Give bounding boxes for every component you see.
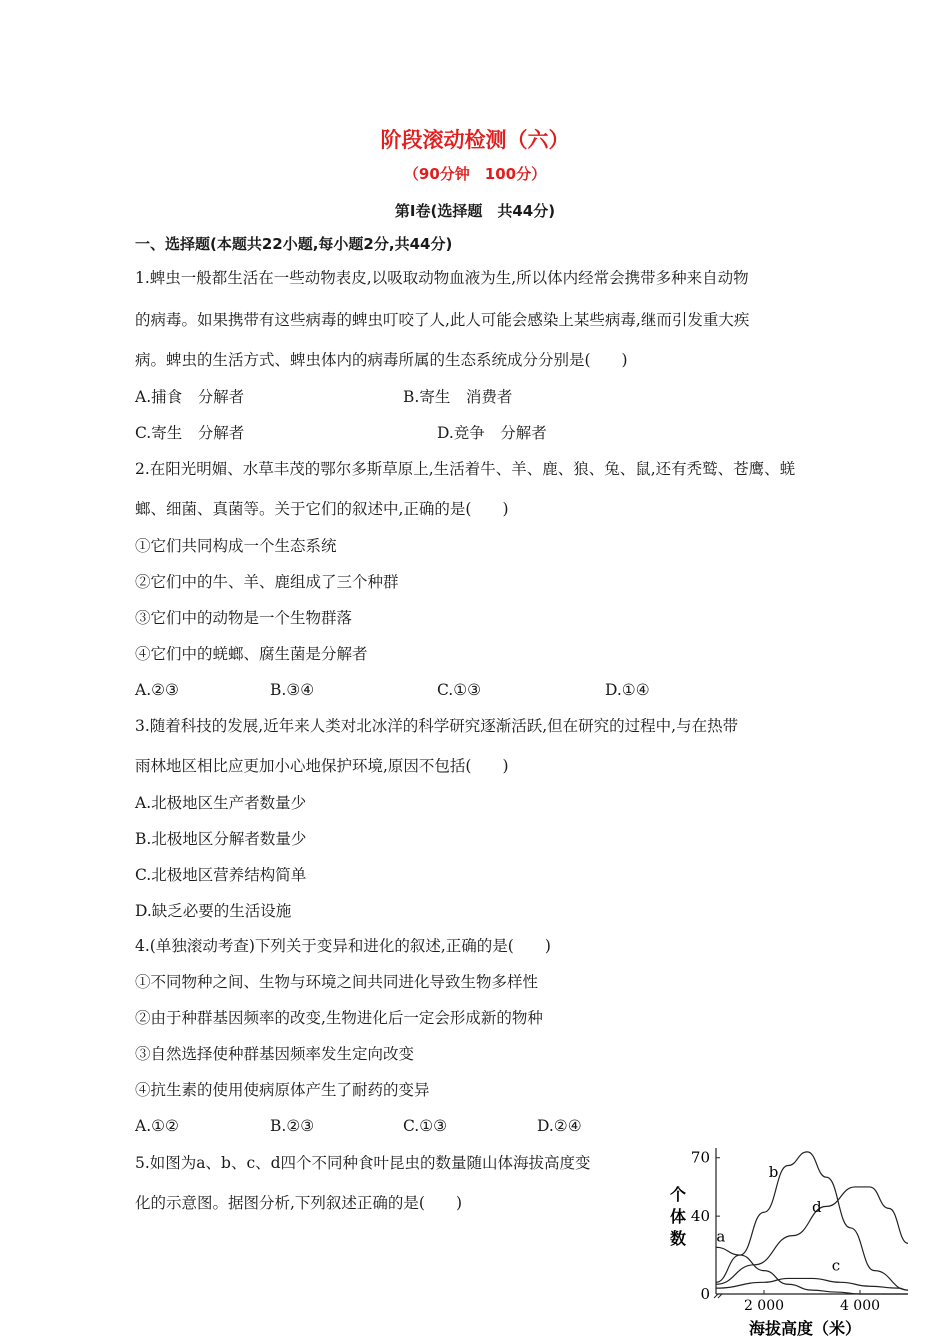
page-title: 阶段滚动检测（六） — [380, 128, 570, 152]
y-axis-label: 体 — [669, 1207, 687, 1226]
q1-option-d[interactable]: D.竞争 分解者 — [437, 424, 547, 442]
q3-option-d[interactable]: D.缺乏必要的生活设施 — [135, 902, 292, 920]
x-tick-label: 4 000 — [839, 1298, 881, 1314]
part-heading: 第Ⅰ卷(选择题 共44分) — [394, 202, 556, 220]
q2-option-a[interactable]: A.②③ — [135, 681, 179, 699]
series-label-a: a — [716, 1227, 726, 1246]
chart-series — [716, 1152, 908, 1294]
y-axis-label: 个 — [669, 1185, 687, 1204]
q4-line: 4.(单独滚动考查)下列关于变异和进化的叙述,正确的是( ) — [135, 937, 551, 955]
q4-item: ②由于种群基因频率的改变,生物进化后一定会形成新的物种 — [135, 1009, 543, 1027]
q3-option-c[interactable]: C.北极地区营养结构简单 — [135, 866, 307, 884]
q1-option-a[interactable]: A.捕食 分解者 — [135, 388, 245, 406]
q1-line: 病。蜱虫的生活方式、蜱虫体内的病毒所属的生态系统成分分别是( ) — [135, 351, 628, 369]
axis-break-mark — [714, 1294, 722, 1298]
q2-item: ④它们中的蜣螂、腐生菌是分解者 — [135, 645, 368, 663]
q4-option-a[interactable]: A.①② — [135, 1117, 179, 1135]
series-label-b: b — [768, 1163, 779, 1182]
q2-option-c[interactable]: C.①③ — [437, 681, 482, 699]
y-tick-label: 40 — [690, 1207, 710, 1226]
q4-option-b[interactable]: B.②③ — [270, 1117, 315, 1135]
insect-altitude-chart — [660, 1140, 940, 1340]
series-label-c: c — [831, 1256, 841, 1275]
q5-line: 5.如图为a、b、c、d四个不同种食叶昆虫的数量随山体海拔高度变 — [135, 1154, 591, 1172]
y-axis-label: 数 — [669, 1229, 687, 1248]
q2-item: ①它们共同构成一个生态系统 — [135, 537, 337, 555]
q4-option-c[interactable]: C.①③ — [403, 1117, 448, 1135]
q1-option-c[interactable]: C.寄生 分解者 — [135, 424, 245, 442]
q3-line: 3.随着科技的发展,近年来人类对北冰洋的科学研究逐渐活跃,但在研究的过程中,与在热带 — [135, 717, 739, 735]
series-line-c — [716, 1278, 908, 1290]
q3-line: 雨林地区相比应更加小心地保护环境,原因不包括( ) — [135, 757, 509, 775]
q1-option-b[interactable]: B.寄生 消费者 — [403, 388, 513, 406]
q1-line: 的病毒。如果携带有这些病毒的蜱虫叮咬了人,此人可能会感染上某些病毒,继而引发重大疾 — [135, 311, 750, 329]
q2-line: 螂、细菌、真菌等。关于它们的叙述中,正确的是( ) — [135, 500, 509, 518]
q4-option-d[interactable]: D.②④ — [537, 1117, 582, 1135]
chart-axes — [714, 1148, 908, 1298]
series-label-d: d — [811, 1198, 822, 1217]
section-heading: 一、选择题(本题共22小题,每小题2分,共44分) — [135, 235, 453, 253]
q2-option-d[interactable]: D.①④ — [605, 681, 650, 699]
q2-option-b[interactable]: B.③④ — [270, 681, 315, 699]
y-tick-label: 0 — [700, 1285, 710, 1303]
exam-duration: （90分钟 100分） — [403, 165, 547, 183]
q4-item: ③自然选择使种群基因频率发生定向改变 — [135, 1045, 415, 1063]
series-line-b — [716, 1152, 908, 1290]
q2-line: 2.在阳光明媚、水草丰茂的鄂尔多斯草原上,生活着牛、羊、鹿、狼、兔、鼠,还有秃鹫、苍鹰、蜣 — [135, 460, 796, 478]
chart-labels — [670, 1149, 880, 1338]
q2-item: ②它们中的牛、羊、鹿组成了三个种群 — [135, 573, 399, 591]
q2-item: ③它们中的动物是一个生物群落 — [135, 609, 353, 627]
x-tick-label: 2 000 — [743, 1298, 785, 1314]
q5-line: 化的示意图。据图分析,下列叙述正确的是( ) — [135, 1194, 463, 1212]
q3-option-b[interactable]: B.北极地区分解者数量少 — [135, 830, 307, 848]
x-axis-label: 海拔高度（米） — [748, 1319, 862, 1338]
y-tick-label: 70 — [690, 1148, 710, 1167]
q1-line: 1.蜱虫一般都生活在一些动物表皮,以吸取动物血液为生,所以体内经常会携带多种来自动物 — [135, 269, 749, 287]
q4-item: ④抗生素的使用使病原体产生了耐药的变异 — [135, 1081, 430, 1099]
q3-option-a[interactable]: A.北极地区生产者数量少 — [135, 794, 307, 812]
q4-item: ①不同物种之间、生物与环境之间共同进化导致生物多样性 — [135, 973, 539, 991]
